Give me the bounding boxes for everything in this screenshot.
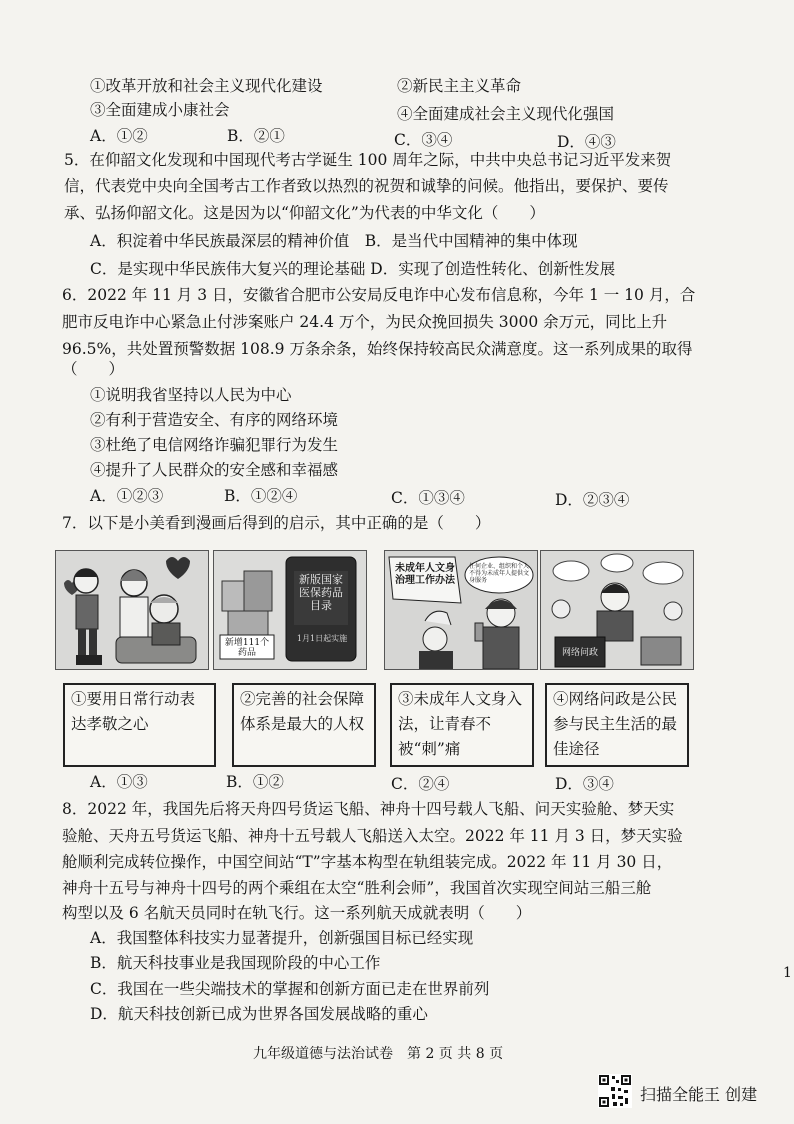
q8-stem-line-2: 验舱、天舟五号货运飞船、神舟十五号载人飞船送入太空。2022 年 11 月 3 日，梦天实验: [62, 827, 683, 845]
q7-stem: 7．以下是小美看到漫画后得到的启示，其中正确的是（ ）: [62, 514, 491, 532]
scanner-watermark: 扫描全能王 创建: [640, 1085, 758, 1104]
caption-box-4: [545, 683, 689, 767]
q4-item-4: ④全面建成社会主义现代化强国: [397, 105, 615, 123]
tattoo-rule-sign: 未成年人文身治理工作办法: [395, 563, 455, 586]
q4-item-2: ②新民主主义革命: [397, 77, 522, 95]
q6-option-d: D．②③④: [555, 491, 630, 509]
q5-stem-line-2: 信，代表党中央向全国考古工作者致以热烈的祝贺和诚挚的问候。他指出，要保护、要传: [64, 177, 669, 195]
caption-3-text: ③未成年人文身入法，让青春不被“刺”痛: [398, 690, 523, 758]
q6-option-c: C．①③④: [391, 489, 465, 507]
q7-option-d: D．③④: [555, 775, 614, 793]
q6-stem-line-1: 6．2022 年 11 月 3 日，安徽省合肥市公安局反电诈中心发布信息称，今年 1 一 10 月，合: [62, 286, 696, 304]
q8-option-a: A．我国整体科技实力显著提升，创新强国目标已经实现: [90, 929, 474, 947]
q4-item-1: ①改革开放和社会主义现代化建设: [90, 77, 323, 95]
q8-option-c: C．我国在一些尖端技术的掌握和创新方面已走在世界前列: [90, 980, 490, 998]
q8-option-b: B．航天科技事业是我国现阶段的中心工作: [90, 954, 381, 972]
q7-option-b: B．①②: [226, 773, 284, 791]
q5-stem-line-3: 承、弘扬仰韶文化。这是因为以“仰韶文化”为代表的中华文化（ ）: [64, 204, 545, 222]
q7-option-a: A．①③: [90, 773, 148, 791]
q8-stem-line-5: 构型以及 6 名航天员同时在轨飞行。这一系列航天成就表明（ ）: [62, 904, 532, 922]
q8-stem-line-4: 神舟十五号与神舟十四号的两个乘组在太空“胜利会师”，我国首次实现空间站三船三舱: [62, 879, 652, 897]
qr-code-icon: [598, 1074, 632, 1108]
caption-box-2: [232, 683, 376, 767]
side-page-mark: 1: [783, 965, 792, 981]
q4-option-a: A．①②: [90, 127, 148, 145]
q7-option-c: C．②④: [391, 775, 450, 793]
new-drugs-tag: 新增111个药品: [224, 638, 270, 658]
caption-2-text: ②完善的社会保障体系是最大的人权: [240, 690, 365, 733]
q4-option-b: B．②①: [227, 127, 285, 145]
q6-item-4: ④提升了人民群众的安全感和幸福感: [90, 461, 339, 479]
catalog-date: 1月1日起实施: [296, 634, 348, 643]
caption-box-1: [63, 683, 216, 767]
caption-1-text: ①要用日常行动表达孝敬之心: [71, 690, 196, 733]
q6-item-3: ③杜绝了电信网络诈骗犯罪行为发生: [90, 436, 339, 454]
caption-box-3: [390, 683, 534, 767]
q4-item-3: ③全面建成小康社会: [90, 101, 230, 119]
tattoo-speech-bubble: 任何企业、组织和个人不得为未成年人提供文身服务: [469, 563, 530, 584]
q4-option-d: D．④③: [557, 133, 616, 151]
q5-options-cd: C．是实现中华民族伟大复兴的理论基础 D．实现了创造性转化、创新性发展: [90, 260, 616, 278]
cartoon-panel-insurance: [213, 550, 367, 670]
q6-stem-line-3: 96.5%，共处置预警数据 108.9 万条余条，始终保持较高民众满意度。这一系列成果的取得: [62, 340, 693, 358]
page-footer: 九年级道德与法治试卷 第 2 页 共 8 页: [253, 1046, 504, 1062]
q6-stem-line-2: 肥市反电诈中心紧急止付涉案账户 24.4 万个，为民众挽回损失 3000 余万元，同比上升: [62, 313, 668, 331]
online-governance-screen: 网络问政: [561, 648, 598, 658]
cartoon-panel-online-governance: [540, 550, 694, 670]
cartoon-panel-family: [55, 550, 209, 670]
q6-stem-line-4: （ ）: [62, 360, 125, 378]
q6-option-a: A．①②③: [90, 487, 164, 505]
q6-option-b: B．①②④: [224, 487, 298, 505]
q8-stem-line-3: 舱顺利完成转位操作，中国空间站“T”字基本构型在轨组装完成。2022 年 11 月 30 日，: [62, 853, 673, 871]
cartoon-panel-tattoo: [384, 550, 538, 670]
q6-item-1: ①说明我省坚持以人民为中心: [90, 386, 292, 404]
family-illustration: [56, 551, 208, 669]
q5-options-ab: A．积淀着中华民族最深层的精神价值 B．是当代中国精神的集中体现: [90, 232, 578, 250]
q5-stem-line-1: 5．在仰韶文化发现和中国现代考古学诞生 100 周年之际，中共中央总书记习近平发来贺: [64, 151, 672, 169]
q6-item-2: ②有利于营造安全、有序的网络环境: [90, 411, 339, 429]
catalog-cover-text: 新版国家医保药品目录: [299, 573, 343, 612]
q8-stem-line-1: 8．2022 年，我国先后将天舟四号货运飞船、神舟十四号载人飞船、问天实验舱、梦天实: [62, 800, 675, 818]
q8-option-d: D．航天科技创新已成为世界各国发展战略的重心: [90, 1005, 428, 1023]
q4-option-c: C．③④: [394, 131, 453, 149]
caption-4-text: ④网络问政是公民参与民主生活的最佳途径: [553, 690, 678, 758]
